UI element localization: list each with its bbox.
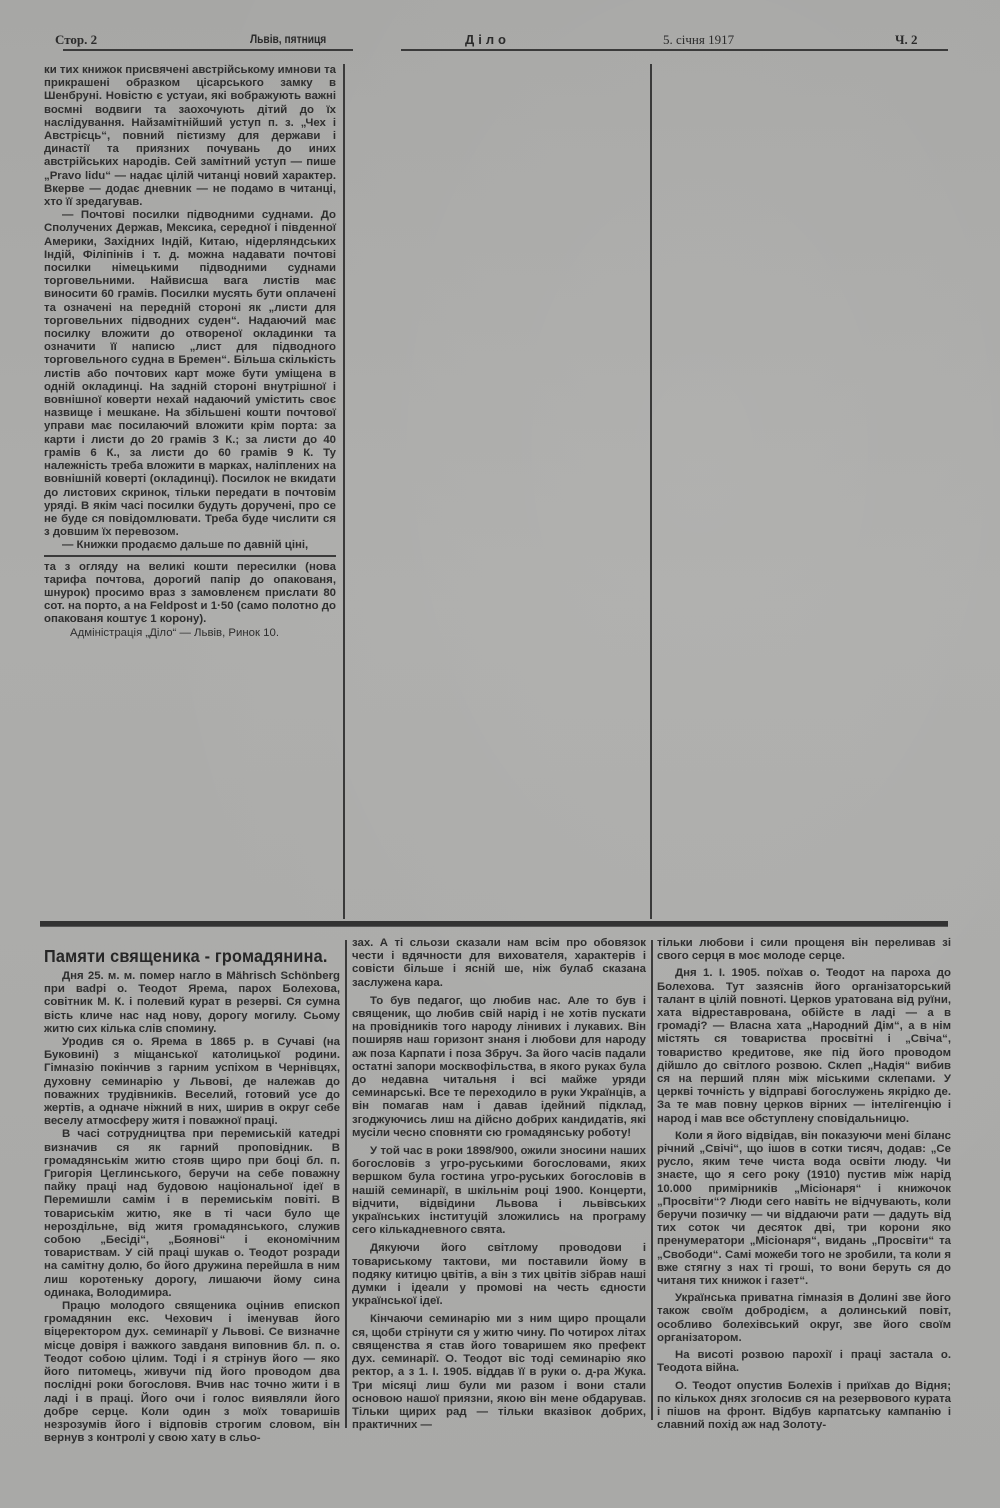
article-paragraph: тільки любови і сили прощеня він переливав зі свого серця в моє молоде серце. [657, 937, 951, 963]
article-paragraph: У той час в роки 1898/900, ожили зносини наших богословів з угро-руськими богословами, яких вершком була гостина угро-руських богословів в нашій семинарії, в шкільнім році 1900. Концерти, відчити, відвідини Львова і львівських українських інституцій зложились на програму сего кількадневного свята. [352, 1145, 646, 1237]
news-paragraph-submarine-post: — Почтові посилки підводними суднами. До Сполучених Держав, Мексика, середної і південної Америки, Західних Індій, Китаю, нідерляндських Індій, Філіпінів і т. д. можна надавати почтові посилки німецькими підводними суднами торговельними. Найвисша вага листів має виносити 60 грамів. Посилки мусять бути оплачені та означені на передній стороні як „листи для торговельних підводних суден“. Надаючий має посилку вложити до отвореної окладинки та означити її написю „лист для підводного торговельного судна в Бремен“. Більша скількість листів або почтових карт може бути уміщена в одній окладинці. На задній стороні внутрішної і вовнішної коверти нехай надаючий умістить своє назвище і мешкане. На збільшені кошти почтової управи має посилаючий вложити крім порта: за карти і листи до 20 грамів 3 К.; за листи до 40 грамів 6 К., за листи до 60 грамів 9 К. Ту належність треба вложити в марках, наліплених на вовнішній коверті (окладинці). Посилок не вкидати до листових скринок, тільки передати в почтовім уряді. В якім часі посилки будуть доручені, про се не буде ся повідомлювати. Треба буде числити ся з довшим їх перевозом. [44, 209, 336, 539]
issue-date: 5. січня 1917 [663, 32, 735, 47]
masthead [55, 26, 945, 48]
notice-heading-row [44, 539, 336, 556]
page-number: Стор. 2 [55, 32, 98, 47]
article-headline: Памяти священика - громадянина. [44, 946, 328, 966]
article-paragraph: Дня 1. І. 1905. поїхав о. Теодот на пароха до Болехова. Тут зазяснів його організаторський талант в цілій повноті. Церков уратована від руїни, хата відреставрована, обійсте в ладі — а в громаді? — Власна хата „Народний Дім“, а в нім містять ся товариства просвітні і „Свіча“, товариство кредитове, яке під його проводом дійшло до світлого розвою. Склеп „Надія“ вибив ся на перший плян між міськими склепами. У церкві точність у відправі богослужень якрідко де. За те мав повну церков вірних — інтелігенцію і народ і мав все обступлену сповідальницю. [657, 967, 951, 1125]
issue-number: Ч. 2 [895, 32, 918, 47]
article-paragraph: В часі сотрудництва при перемиській катедрі визначив ся як гарний проповідник. В громадянськім житю стояв щиро при боці бл. п. Григорія Цеглинського, беручи на себе поважну пайку праці над будовою національної ідеї в Перемишли самім і в перемиськім повіті. В товариськім житю, яке в ті часи було ще нероздільне, від житя громадянського, служив собою „Бесіді“, „Боянові“ і економічним товариствам. У сій праці шукав о. Теодот розради на самітну долю, бо його дружина перейшла в ним лиш коротеньку дорогу, лишаючи йому сина одинака, Володимира. [44, 1128, 340, 1299]
newspaper-title: Діло [465, 32, 510, 47]
article-paragraph: Уродив ся о. Ярема в 1865 р. в Сучаві (на Буковині) з міщанської католицької родини. Гімназію покінчив з гарним успіхом в Чернівцях, духовну семинарію у Львові, де належав до поважних трудівників. Веселий, готовий усе до жертів, а одначе ніжний в них, ширив в округ себе веселу атмосферу житя і поважної праці. [44, 1036, 340, 1128]
news-column-top-left [44, 64, 336, 640]
article-paragraph: То був педагог, що любив нас. Але то був і священик, що любив свій нарід і не хотів пускати на провідників того народу лінивих і лукавих. Він поширяв наш горизонт знаня і любови для народу аж поза Карпати і поза Збруч. За його часів падали остатні запори москвофільства, в якого руках була до недавна читальня і всі майже уряди семинарські. Все те переходило в руки Українців, а він помагав нам і давав ідейний підклад, згоджуючись лиш на дійсно добрих кандидатів, які мусіли чесно сповняти сю громадянську роботу! [352, 994, 646, 1139]
column-divider [651, 940, 653, 1420]
article-paragraph: О. Теодот опустив Болехів і приїхав до Відня; по кількох днях зголосив ся на резервового курата і пішов на фронт. Відбув карпатську кампанію і славний похід аж над Золоту- [657, 1379, 951, 1432]
article-paragraph: Дня 25. м. м. помер нагло в Mährisch Schönberg при ваdрі о. Теодот Ярема, парох Болехова, совітник М. К. і полевий курат в резерві. Ся сумна вість кличе нас над нову, дорогу могилу. Сьому житю сих кілька слів спомину. [44, 970, 340, 1035]
column-divider [650, 64, 652, 919]
article-paragraph: На висоті розвою парохії і праці застала о. Теодота війна. [657, 1349, 951, 1375]
article-column-2 [352, 937, 646, 1432]
notice-heading: — Книжки продаємо дальше по давній ціні, [62, 539, 309, 552]
masthead-rule [401, 49, 948, 51]
column-divider [343, 64, 345, 919]
article-paragraph: Українська приватна гімназія в Долині зве його також своїм добродієм, а долинський повіт, особливо болехівський округ, зве його своїм організатором. [657, 1292, 951, 1344]
news-paragraph-schoolbooks: ки тих книжок присвячені австрійському имнови та прикрашені образком цісарського замку в Шенбруні. Новістю є устуаи, які вображують важні восмні водвиги та заохочують дітий до їх наслідування. Найзамітнійший уступ п. з. „Чех і Австрієць“, повний пієтизму для держави і династії та приязних почувань до иних австрійських народів. Сей замітний уступ — пише „Pravo lidu“ — надає цілій читанці новий характер. Вкерве — додає дневник — не подамо в читанці, хто її зредагував. [44, 64, 336, 209]
city-and-weekday: Львів, пятниця [250, 32, 327, 46]
article-paragraph: Коли я його відвідав, він показуючи мені біланс річний „Свічі“, що ішов в сотки тисяч, додав: „Се русло, яким тече чиста вода освіти люду. Чи знаєте, що я сего року (1910) пустив між нарід 10.000 примірників „Місіонаря“ і книжочок „Просвіти“? Люди сего навіть не відчувають, коли беручи позичку — чи віддаючи рати — дадуть від тих соток чи десяток дві, три корони яко пренумератори „Місіонаря“, видань „Просвіти“ та „Свободи“. Самі можеби того не зробили, та коли я вже стягну з нах ті гроші, то вони беруть ся до читаня тих книжок і газет“. [657, 1129, 951, 1288]
article-paragraph: Дякуючи його світлому проводови і товариському тактови, ми поставили йому в подяку китицю цвітів, а він з тих цвітів зібрав наші думки і ідеали у промові на честь єдности української ідеї. [352, 1242, 646, 1308]
article-column-3 [657, 937, 951, 1432]
article-column-1 [44, 970, 340, 1445]
notice-body: та з огляду на великі кошти пересилки (нова тарифа почтова, дорогий папір до опакованя, шнурок) просимо враз з замовленєм прислати 80 сот. на порто, а на Feldpost и 1·50 (само полотно до опакованя коштує 1 корону). [44, 560, 336, 626]
section-separator [40, 921, 948, 927]
masthead-rule [63, 49, 353, 51]
article-paragraph: зах. А ті сльози сказали нам всім про обовязок чести і вдячности для вихователя, характерів і совісти більше і ясній ше, ніж булаб сказана заслужена кара. [352, 937, 646, 989]
article-paragraph: Кінчаючи семинарію ми з ним щиро прощали ся, щоби стрінути ся у житю чину. По чотирох літах священства я став його товаришем яко префект дух. семинарії. О. Теодот віс тоді семинарію яко ректор, а з 1. І. 1905. віддав її в руки о. д-ра Жука. Три місяці лиш були ми разом і вони стали основою нашої приязни, якою він мене обдарував. Тільки щирих рад — тільки вказівок добрих, практичних — [352, 1313, 646, 1432]
column-divider [345, 940, 347, 1428]
notice-signature: Адміністрація „Діло“ — Львів, Ринок 10. [70, 626, 279, 639]
article-paragraph: Працю молодого священика оцінив епископ громадянин екс. Чехович і іменував його віцеректором дух. семинарії у Львові. Се визначне місце довіря і важкого завданя виповнив бл. п. о. Теодот собою цілим. Тоді і я стрінув його — яко його питомець, живучи під його проводом два послідні роки богословя. Вчив нас точно жити і в ладі і в праці. Його очи і голос виявляли його добре серце. Коли один з моїх товаришів незрозумів його і відповів строгим словом, він вернув з контролі у свою хату в сльо- [44, 1300, 340, 1445]
